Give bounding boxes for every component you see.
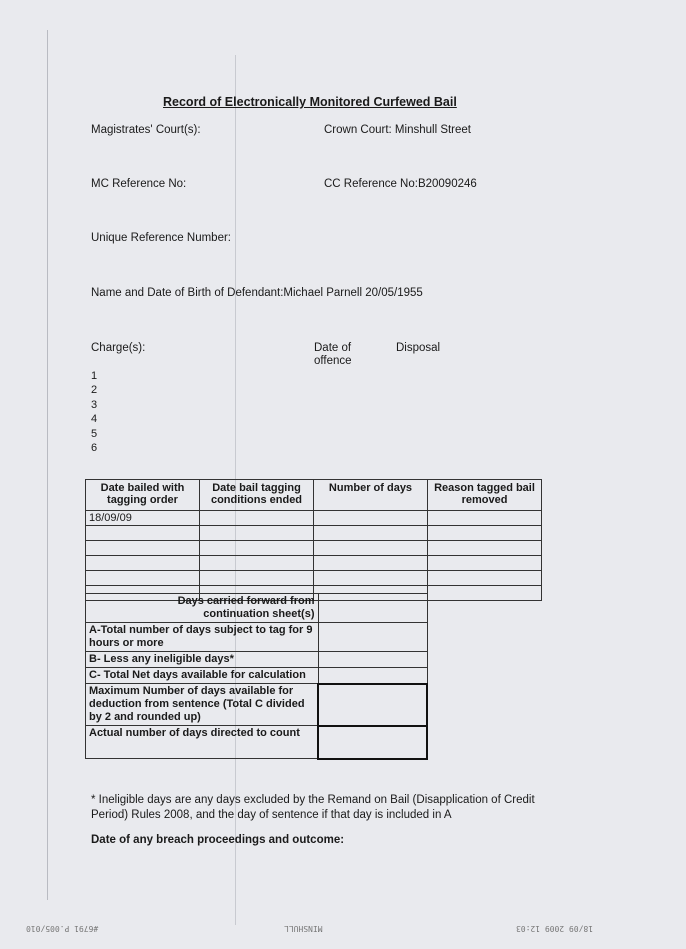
disposal-label: Disposal [396,342,441,354]
table-row [86,511,542,526]
fax-footer-right: 18/09 2009 12:03 [516,924,594,933]
summary-row [86,652,428,668]
summary-row [86,726,428,759]
summary-row [86,594,428,623]
table-cell [200,526,314,541]
charge-number: 1 [91,370,98,382]
actual-days-label: Actual number of days directed to count [86,726,319,759]
maximum-days-value [318,684,427,726]
charges-list [91,369,97,455]
table-cell [200,511,314,526]
table-cell [314,511,428,526]
crown-court: Crown Court: Minshull Street [324,124,471,136]
bail-table [85,479,542,601]
magistrates-court-label: Magistrates' Court(s): [91,124,201,136]
table-row [86,556,542,571]
header-date-ended: Date bail tagging conditions ended [200,480,314,511]
charge-number: 2 [91,384,98,397]
table-cell [86,556,200,571]
table-cell [428,571,542,586]
ineligible-footnote: * Ineligible days are any days excluded by the Remand on Bail (Disapplication of Credit Period) Rules 2008, and the day of sentence if that day is included in A [91,794,535,821]
table-cell [314,571,428,586]
table-cell [200,556,314,571]
table-cell [86,526,200,541]
breach-proceedings-label: Date of any breach proceedings and outcome: [91,834,345,846]
cc-reference: CC Reference No:B20090246 [324,178,477,190]
summary-row [86,684,428,726]
header-date-bailed: Date bailed with tagging order [86,480,200,511]
table-cell [86,571,200,586]
table-row [86,541,542,556]
table-cell [314,541,428,556]
ineligible-days-label: B- Less any ineligible days* [86,652,319,668]
total-days-label: A-Total number of days subject to tag for 9 hours or more [86,623,319,652]
maximum-days-label: Maximum Number of days available for deduction from sentence (Total C divided by 2 and rounded up) [86,684,319,726]
charge-number: 4 [91,413,98,426]
table-cell [428,556,542,571]
summary-row [86,623,428,652]
fax-footer-left: #6791 P.005/010 [26,924,99,933]
table-row [86,571,542,586]
fax-footer-center: MINSHULL [284,924,323,933]
summary-table [85,593,428,760]
carried-forward-value [318,594,427,623]
table-header-row [86,480,542,511]
ineligible-days-value [318,652,427,668]
table-row [86,526,542,541]
charge-number: 6 [91,441,98,454]
table-cell [428,541,542,556]
header-reason-removed: Reason tagged bail removed [428,480,542,511]
date-of-offence-label: Date of offence [314,342,352,367]
header-number-of-days: Number of days [314,480,428,511]
carried-forward-label: Days carried forward from continuation sheet(s) [86,594,319,623]
net-days-value [318,668,427,684]
charge-number: 3 [91,398,98,411]
table-cell [314,526,428,541]
table-cell [200,571,314,586]
charge-number: 5 [91,427,98,440]
table-cell [428,586,542,601]
form-title: Record of Electronically Monitored Curfewed Bail [163,95,457,109]
unique-reference-label: Unique Reference Number: [91,232,231,244]
table-cell [200,541,314,556]
charges-label: Charge(s): [91,342,146,354]
table-cell [314,556,428,571]
summary-row [86,668,428,684]
table-cell: 18/09/09 [86,511,200,526]
table-cell [86,541,200,556]
table-cell [428,511,542,526]
mc-reference-label: MC Reference No: [91,178,187,190]
table-cell [428,526,542,541]
total-days-value [318,623,427,652]
net-days-label: C- Total Net days available for calculation [86,668,319,684]
actual-days-value [318,726,427,759]
page-edge [47,30,48,900]
defendant-line: Name and Date of Birth of Defendant:Michael Parnell 20/05/1955 [91,287,423,299]
